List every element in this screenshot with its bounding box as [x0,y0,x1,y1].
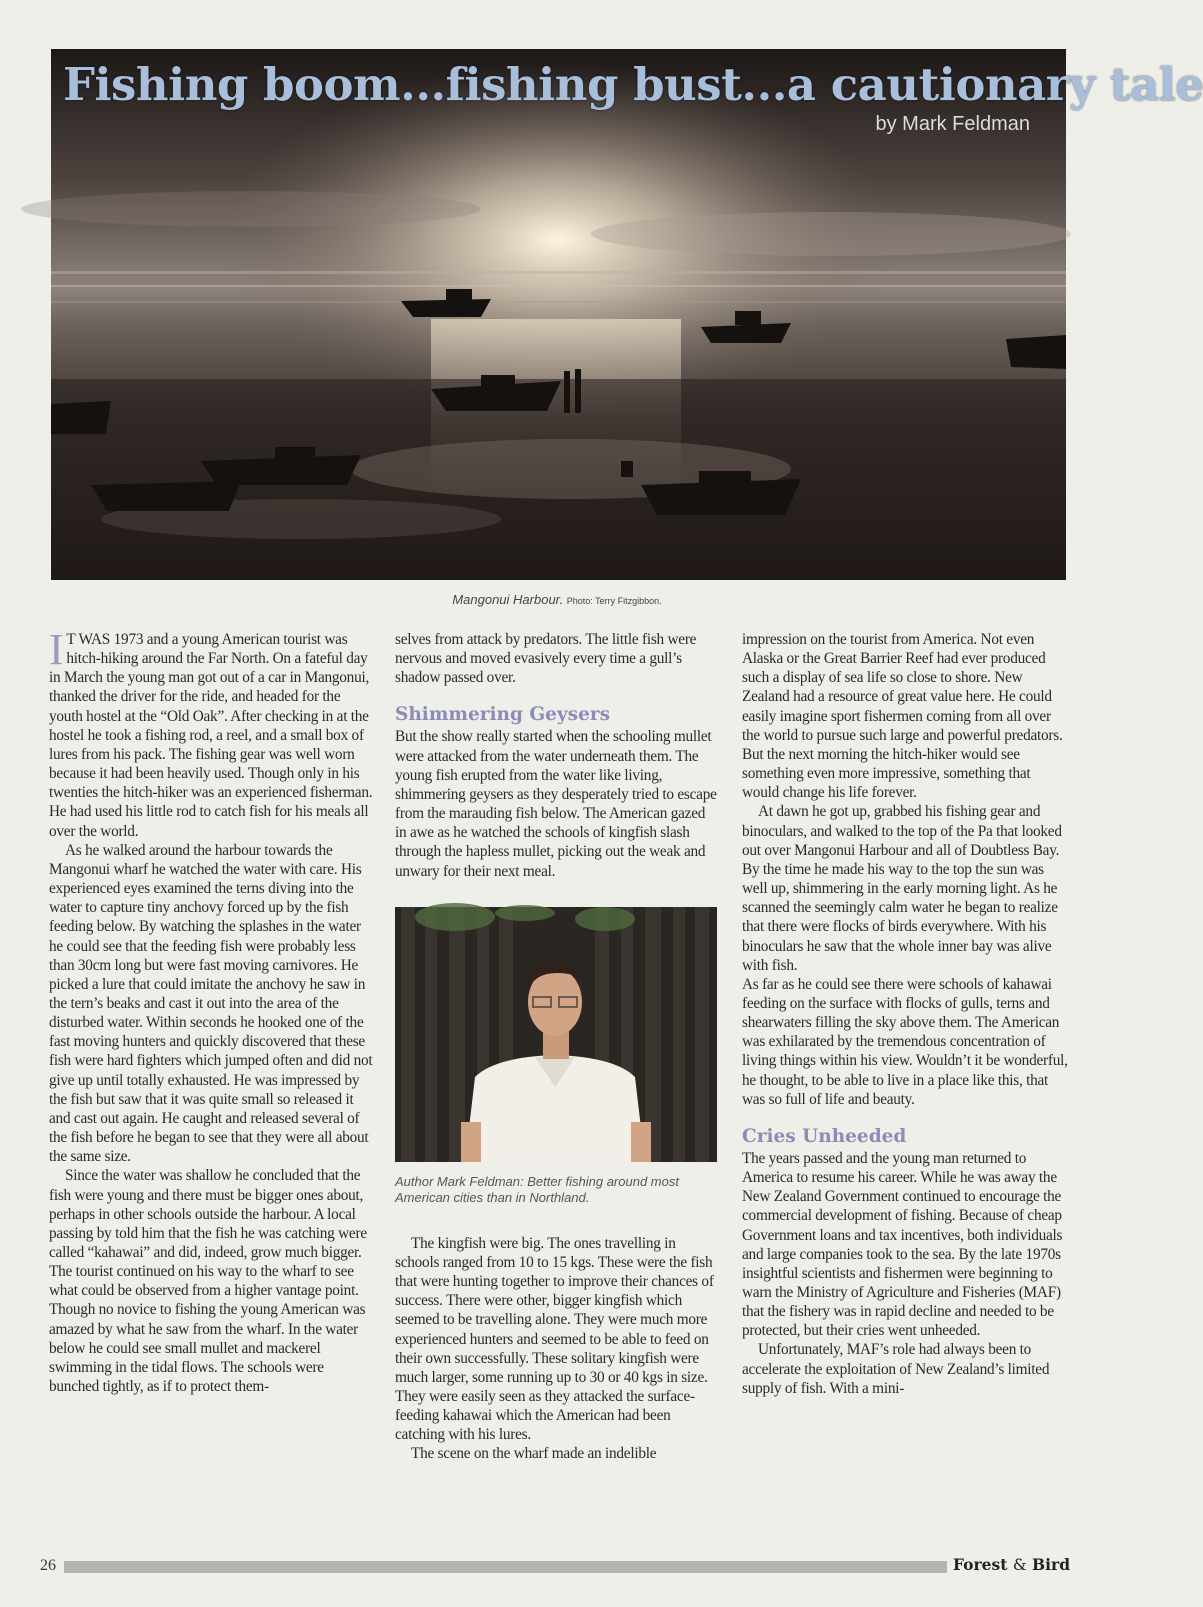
column-2 [395,630,719,1464]
photo-caption-place: Mangonui Harbour. [452,592,564,607]
paragraph: Unfortunately, MAF’s role had always been to accelerate the exploitation of New Zealand’s limited supply of fish. With a mini- [742,1341,1050,1397]
paragraph: The years passed and the young man returned to America to resume his career. While he was away the New Zealand Government continued to encourage the commercial development of fishing. Because of cheap Government loans and tax incentives, both individuals and large companies took to the sea. By the late 1970s insightful scientists and fishermen were beginning to warn the Ministry of Agriculture and Fisheries (MAF) that the fishery was in rapid decline and needed to be protected, but their cries went unheeded. [742,1149,1063,1340]
paragraph: The scene on the wharf made an indelible [411,1445,657,1463]
paragraph: I T WAS 1973 and a young American tourist was hitch-hiking around the Far North. On a fateful day in March the young man got out of a car in Mangonui, thanked the driver for the ride, and headed for the youth hostel at the “Old Oak”. After checking in at the hostel he took a fishing rod, a reel, and a small box of lures from his pack. The fishing gear was well worn because it had been heavily used. Though only in his twenties the hitch-hiker was an experienced fisherman. He had used his little rod to catch fish for his meals all over the world. [49,625,373,840]
footer-rule [64,1561,947,1573]
page-number: 26 [40,1557,56,1574]
author-portrait [395,907,717,1162]
byline: by Mark Feldman [875,113,1030,135]
headline: Fishing boom...fishing bust...a cautionary tale [63,58,1203,111]
portrait-caption: Author Mark Feldman: Better fishing around most American cities than in Northland. [395,1173,679,1205]
magazine-name: Forest & Bird [953,1555,1071,1574]
photo-caption [0,592,1114,607]
paragraph: selves from attack by predators. The little fish were nervous and moved evasively every time a gull’s shadow passed over. [395,631,697,687]
paragraph: The kingfish were big. The ones travelling in schools ranged from 10 to 15 kgs. These were the fish that were hunting together to improve their chances of success. There were other, bigger kingfish which seemed to be travelling alone. They were much more experienced hunters and seemed to be able to feed on their own successfully. These solitary kingfish were much larger, some running up to 30 or 40 kgs in size. They were easily seen as they attacked the surface-feeding kahawai which the American had been catching with his lures. [395,1234,714,1444]
column-3 [742,630,1070,1398]
paragraph: impression on the tourist from America. Not even Alaska or the Great Barrier Reef had ever produced such a display of sea life so close to shore. New Zealand had a resource of great value here. He could easily imagine sport fishermen coming from all over the world to pursue such large and powerful predators. But the next morning the hitch-hiker would see something even more impressive, something that would change his life forever. [742,631,1063,802]
photo-credit: Photo: Terry Fitzgibbon. [566,596,662,606]
paragraph: As he walked around the harbour towards the Mangonui wharf he watched the water with care. His experienced eyes examined the terns diving into the water to capture tiny anchovy forced up by the fish feeding below. By watching the splashes in the water he could see that the feeding fish were probably less than 30cm long but were fast moving carnivores. He picked a lure that could imitate the anchovy he saw in the tern’s beaks and cast it out into the area of the disturbed water. Within seconds he hooked one of the fast moving hunters and quickly discovered that these fish were hard fighters which jumped often and did not give up until totally exhausted. He was impressed by the fish but saw that it was quite small so released it and cast out again. He caught and released several of the fish before he began to see that they were all about the same size. [49,841,373,1166]
harbour-photo [51,49,1203,580]
paragraph: Since the water was shallow he concluded that the fish were young and there must be bigger ones about, perhaps in other schools outside the harbour. A local passing by told him that the fish he was catching were called “kahawai” and did, indeed, grow much bigger. The tourist continued on his way to the wharf to see what could be observed from a higher vantage point. Though no novice to fishing the young American was amazed by what he saw from the wharf. In the water below he could see small mullet and mackerel swimming in the tidal flows. The schools were bunched tightly, as if to protect them- [49,1167,367,1396]
subhead-cries-unheeded: Cries Unheeded [742,1125,907,1147]
author-portrait-image [395,907,717,1162]
column-1 [49,625,377,1396]
paragraph: But the show really started when the schooling mullet were attacked from the water underneath them. The young fish erupted from the water like living, shimmering geysers as they desperately tried to escape from the marauding fish below. The American gazed in awe as he watched the schools of kingfish slash through the hapless mullet, picking out the weak and unwary for their next meal. [395,728,717,880]
paragraph: As far as he could see there were schools of kahawai feeding on the surface with flocks of gulls, terns and shearwaters filling the sky above them. The American was exhilarated by the tremendous concentration of living things within his view. Wouldn’t it be wonderful, he thought, to be able to live in a place like this, that was so full of life and beauty. [742,975,1068,1108]
dropcap: I [49,625,64,674]
paragraph: At dawn he got up, grabbed his fishing gear and binoculars, and walked to the top of the Pa that looked out over Mangonui Harbour and all of Doubtless Bay. By the time he made his way to the top the sun was well up, shimmering in the early morning light. As he scanned the seemingly calm water he began to realize that there were flocks of birds everywhere. With his binoculars he saw that the whole inner bay was alive with fish. [742,803,1062,974]
subhead-shimmering-geysers: Shimmering Geysers [395,704,611,726]
